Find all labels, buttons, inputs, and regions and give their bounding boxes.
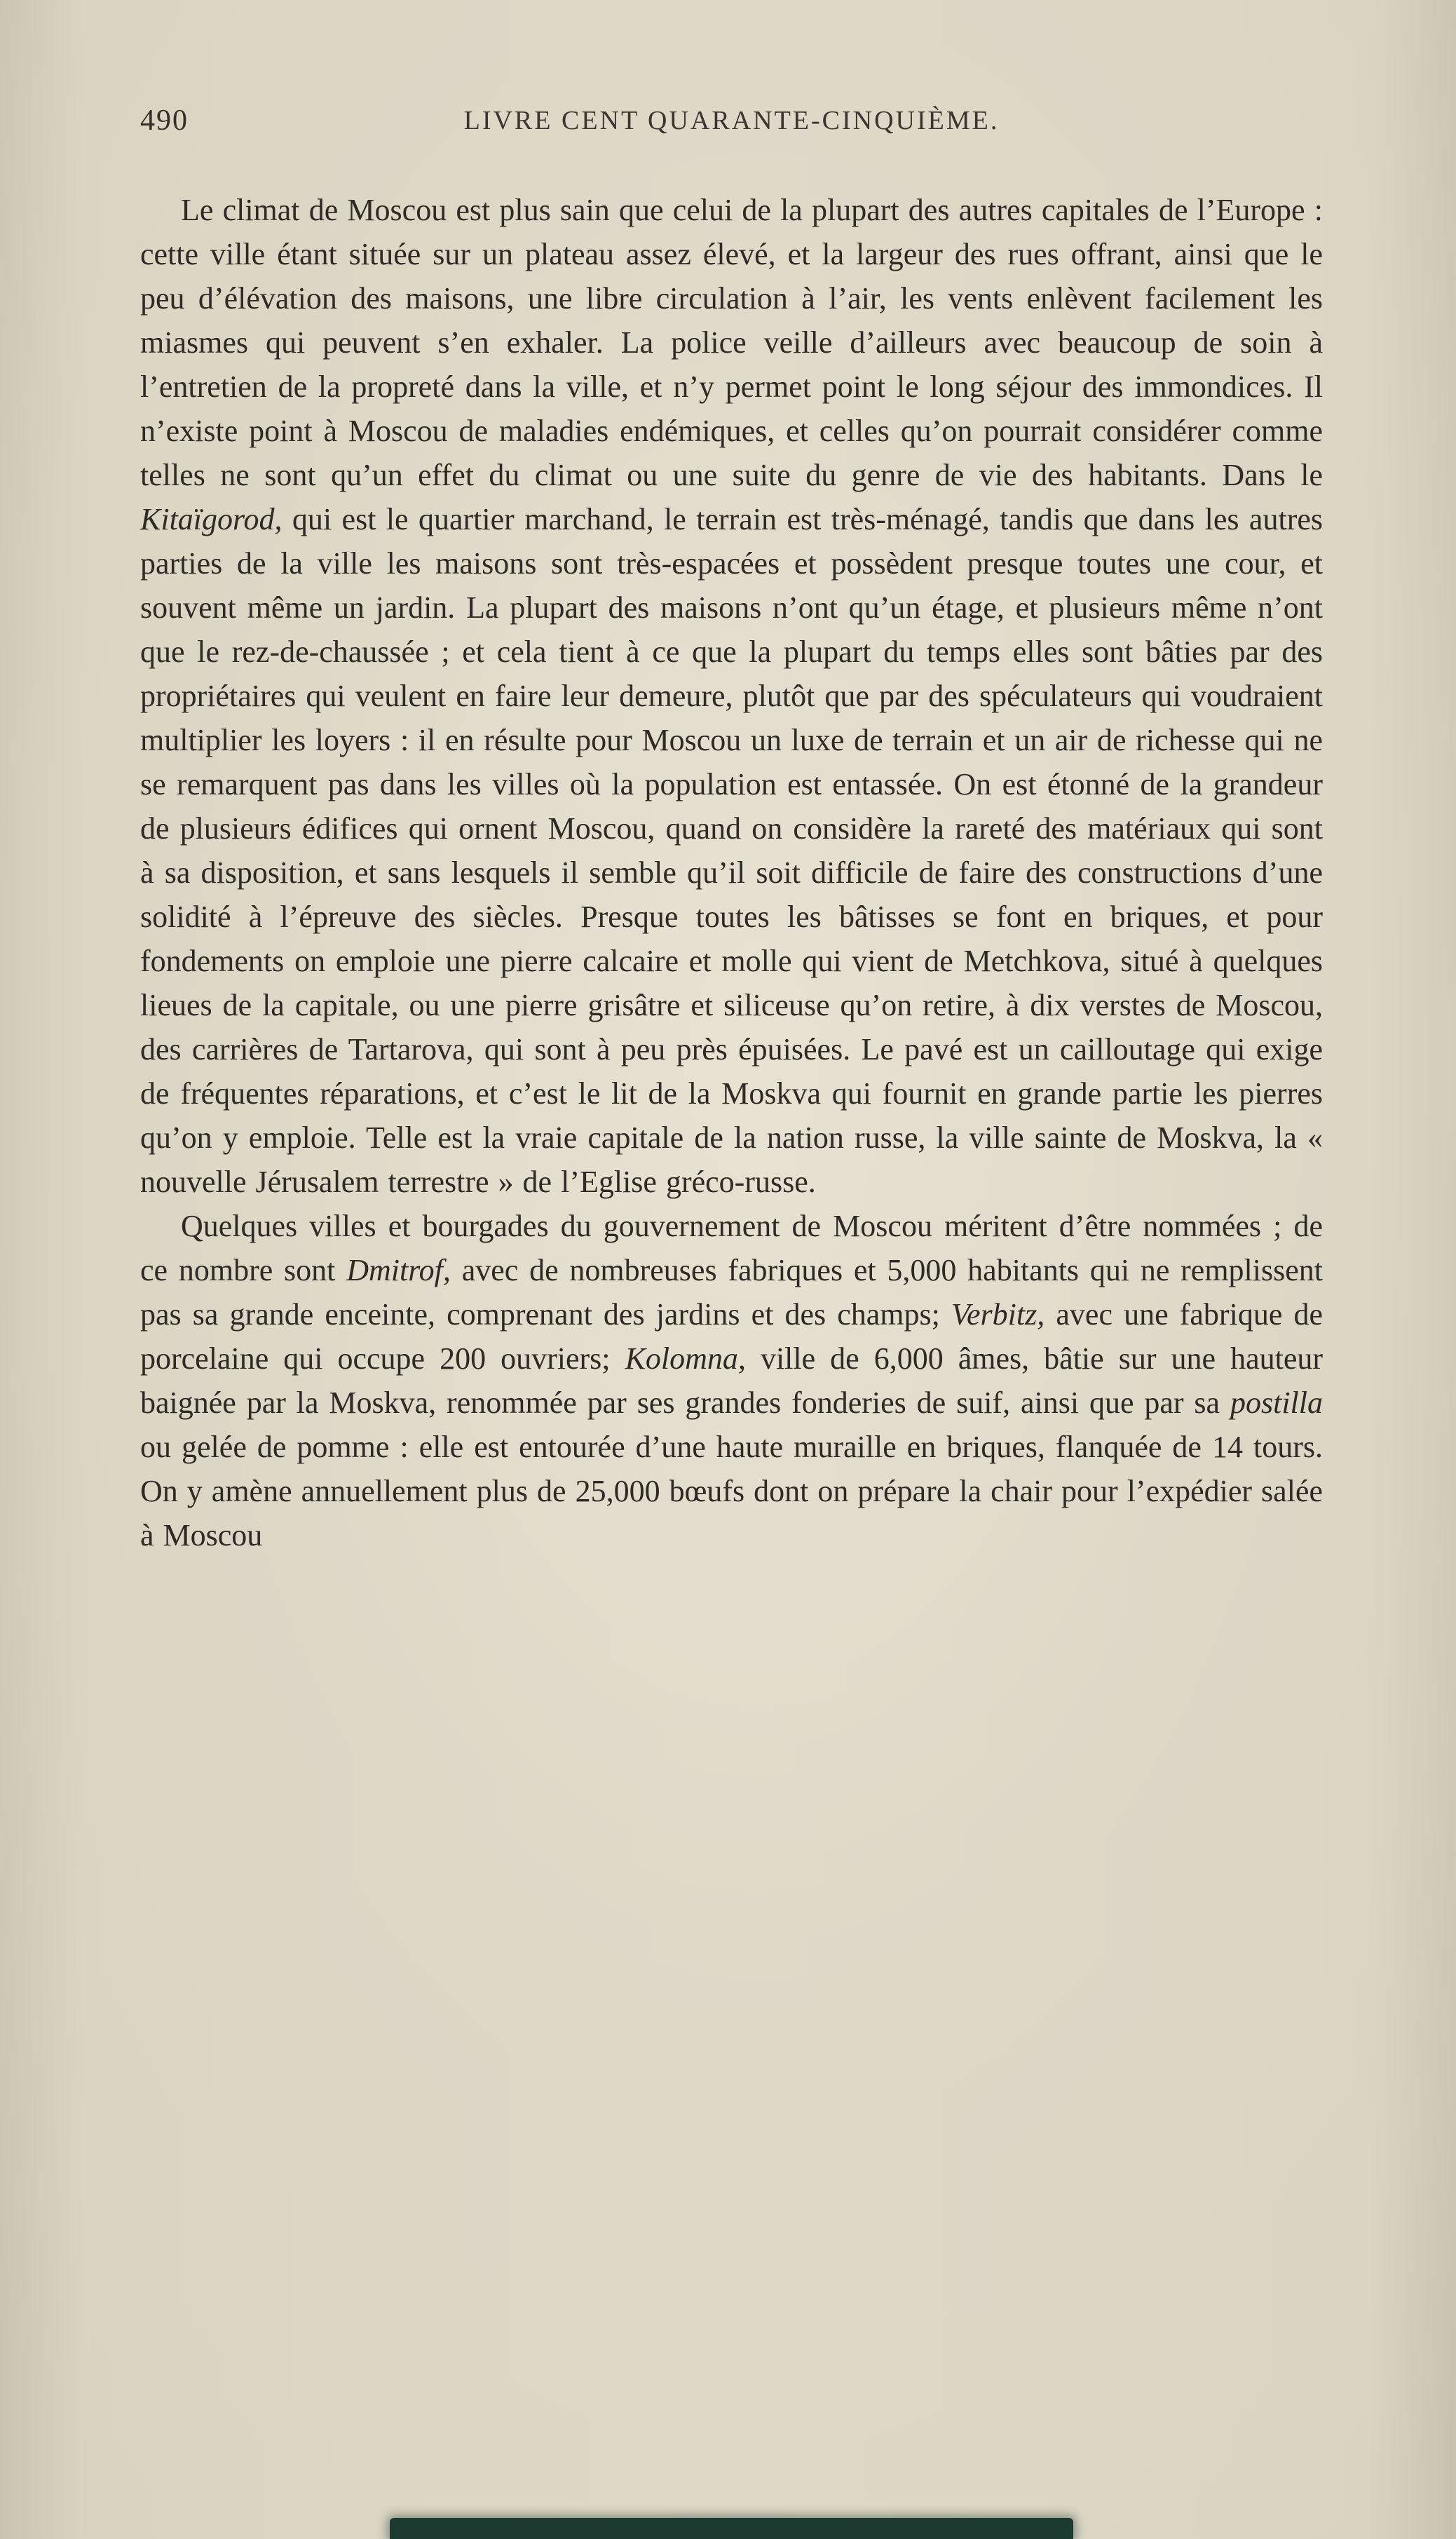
italic-term: Kitaïgorod,: [140, 502, 283, 536]
page-text: [140, 188, 1323, 1557]
text-run: qui est le quartier marchand, le terrain est très-ménagé, tandis que dans les autres parties de la ville les maisons sont très-espacées et possèdent presque toutes une cour, et souvent même un jardin. La plupart des maisons n’ont qu’un étage, et plusieurs même n’ont que le rez-de-chaussée ; et cela tient à ce que la plupart du temps elles sont bâties par des propriétaires qui veulent en faire leur demeure, plutôt que par des spéculateurs qui voudraient multiplier les loyers : il en résulte pour Moscou un luxe de terrain et un air de richesse qui ne se remarquent pas dans les villes où la population est entassée. On est étonné de la grandeur de plusieurs édifices qui ornent Moscou, quand on considère la rareté des matériaux qui sont à sa disposition, et sans lesquels il semble qu’il soit difficile de faire des constructions d’une solidité à l’épreuve des siècles. Presque toutes les bâtisses se font en briques, et pour fondements on emploie une pierre calcaire et molle qui vient de Metchkova, situé à quelques lieues de la capitale, ou une pierre grisâtre et siliceuse qu’on retire, à dix verstes de Moscou, des carrières de Tartarova, qui sont à peu près épuisées. Le pavé est un cailloutage qui exige de fréquentes réparations, et c’est le lit de la Moskva qui fournit en grande partie les pierres qu’on y emploie. Telle est la vraie capitale de la nation russe, la ville sainte de Moskva, la « nouvelle Jérusalem terrestre » de l’Eglise gréco-russe.: [140, 502, 1323, 1199]
italic-term: postilla: [1230, 1386, 1323, 1420]
text-run: avec une fabrique de porcelaine qui occupe 200 ouvriers;: [140, 1297, 1324, 1376]
scan-artifact-band: [390, 2518, 1073, 2539]
italic-term: Verbitz,: [951, 1297, 1045, 1332]
text-run: ou gelée de pomme : elle est entourée d’une haute muraille en briques, flanquée de 14 tours. On y amène annuellement plus de 25,000 bœufs dont on prépare la chair pour l’expédier salée à Moscou: [140, 1430, 1323, 1552]
text-run: avec de nombreuses fabriques et 5,000 habitants qui ne remplissent pas sa grande enceinte, comprenant des jardins et des champs;: [140, 1253, 1324, 1332]
running-head: [140, 104, 1323, 143]
page-number: 490: [140, 104, 189, 137]
text-run: Quelques villes et bourgades du gouvernement de Moscou méritent d’être nommées ; de ce nombre sont: [140, 1209, 1323, 1287]
running-header-title: LIVRE CENT QUARANTE-CINQUIÈME.: [463, 106, 1000, 135]
text-run: Le climat de Moscou est plus sain que celui de la plupart des autres capitales de l’Europe : cette ville étant située sur un plateau assez élevé, et la largeur des rues offrant, ainsi que le peu d’élévation des maisons, une libre circulation à l’air, les vents enlèvent facilement les miasmes qui peuvent s’en exhaler. La police veille d’ailleurs avec beaucoup de soin à l’entretien de la propreté dans la ville, et n’y permet point le long séjour des immondices. Il n’existe point à Moscou de maladies endémiques, et celles qu’on pourrait considérer comme telles ne sont qu’un effet du climat ou une suite du genre de vie des habitants. Dans le: [140, 193, 1323, 492]
italic-term: Dmitrof,: [346, 1253, 451, 1287]
paragraph: [140, 188, 1323, 1204]
text-run: ville de 6,000 âmes, bâtie sur une hauteur baignée par la Moskva, renommée par ses grandes fonderies de suif, ainsi que par sa: [140, 1341, 1324, 1420]
italic-term: Kolomna,: [625, 1341, 746, 1376]
paragraph: [140, 1204, 1323, 1557]
